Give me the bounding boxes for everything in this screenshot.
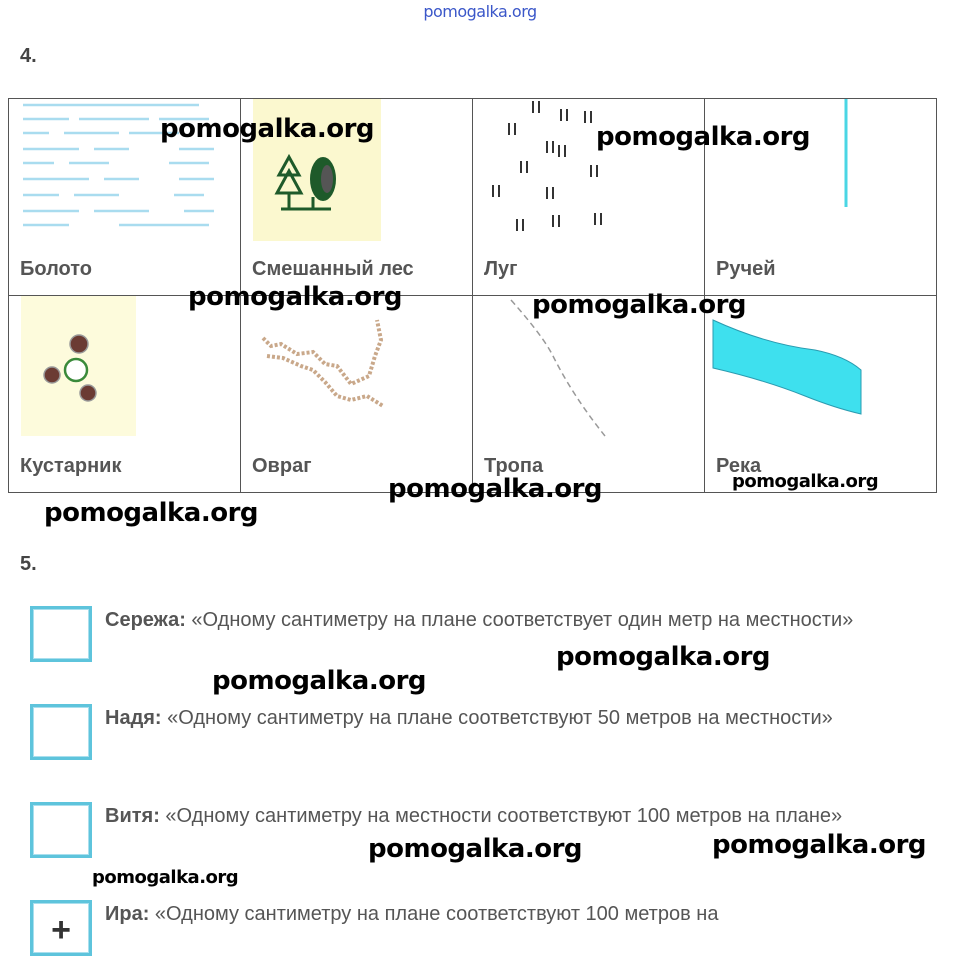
watermark: pomogalka.org <box>732 471 879 492</box>
watermark: pomogalka.org <box>160 114 375 144</box>
answer-checkbox-vitya[interactable] <box>30 802 92 858</box>
speaker-name: Ира: <box>105 903 150 925</box>
task-5-number: 5. <box>20 553 37 575</box>
statement-text: «Одному сантиметру на плане соответствуют 50 метров на местности» <box>161 707 833 729</box>
watermark: pomogalka.org <box>188 282 403 312</box>
label-swamp: Болото <box>20 258 93 280</box>
statement-text: «Одному сантиметру на местности соответствуют 100 метров на плане» <box>159 805 843 827</box>
watermark: pomogalka.org <box>212 666 427 696</box>
label-path: Тропа <box>484 455 544 477</box>
map-symbols-table <box>8 98 937 493</box>
watermark: pomogalka.org <box>596 122 811 152</box>
statement-nadya <box>105 698 948 739</box>
statement-text: «Одному сантиметру на плане соответствует один метр на местности» <box>185 609 854 631</box>
watermark: pomogalka.org <box>92 867 239 888</box>
watermark: pomogalka.org <box>368 834 583 864</box>
label-mixed-forest: Смешанный лес <box>252 258 414 280</box>
answer-checkbox-ira[interactable] <box>30 900 92 956</box>
label-meadow: Луг <box>484 258 518 280</box>
watermark: pomogalka.org <box>44 498 259 528</box>
label-stream: Ручей <box>716 258 776 280</box>
cell-ravine <box>241 296 473 493</box>
statement-text: «Одному сантиметру на плане соответствуют 100 метров на <box>149 903 719 925</box>
cell-shrub <box>9 296 241 493</box>
label-shrub: Кустарник <box>20 455 122 477</box>
speaker-name: Сережа: <box>105 609 186 631</box>
label-river: Река <box>716 455 762 477</box>
answer-checkbox-nadya[interactable] <box>30 704 92 760</box>
cell-river <box>705 296 937 493</box>
watermark: pomogalka.org <box>556 642 771 672</box>
watermark: pomogalka.org <box>712 830 927 860</box>
watermark: pomogalka.org <box>532 290 747 320</box>
statement-ira <box>105 894 948 935</box>
task-4-number: 4. <box>20 45 37 67</box>
label-ravine: Овраг <box>252 455 312 477</box>
speaker-name: Витя: <box>105 805 160 827</box>
watermark: pomogalka.org <box>388 474 603 504</box>
top-watermark: pomogalka.org <box>423 2 537 21</box>
cell-path <box>473 296 705 493</box>
answer-checkbox-seryozha[interactable] <box>30 606 92 662</box>
speaker-name: Надя: <box>105 707 162 729</box>
checkbox-mark: + <box>51 911 71 949</box>
statement-seryozha <box>105 600 948 641</box>
